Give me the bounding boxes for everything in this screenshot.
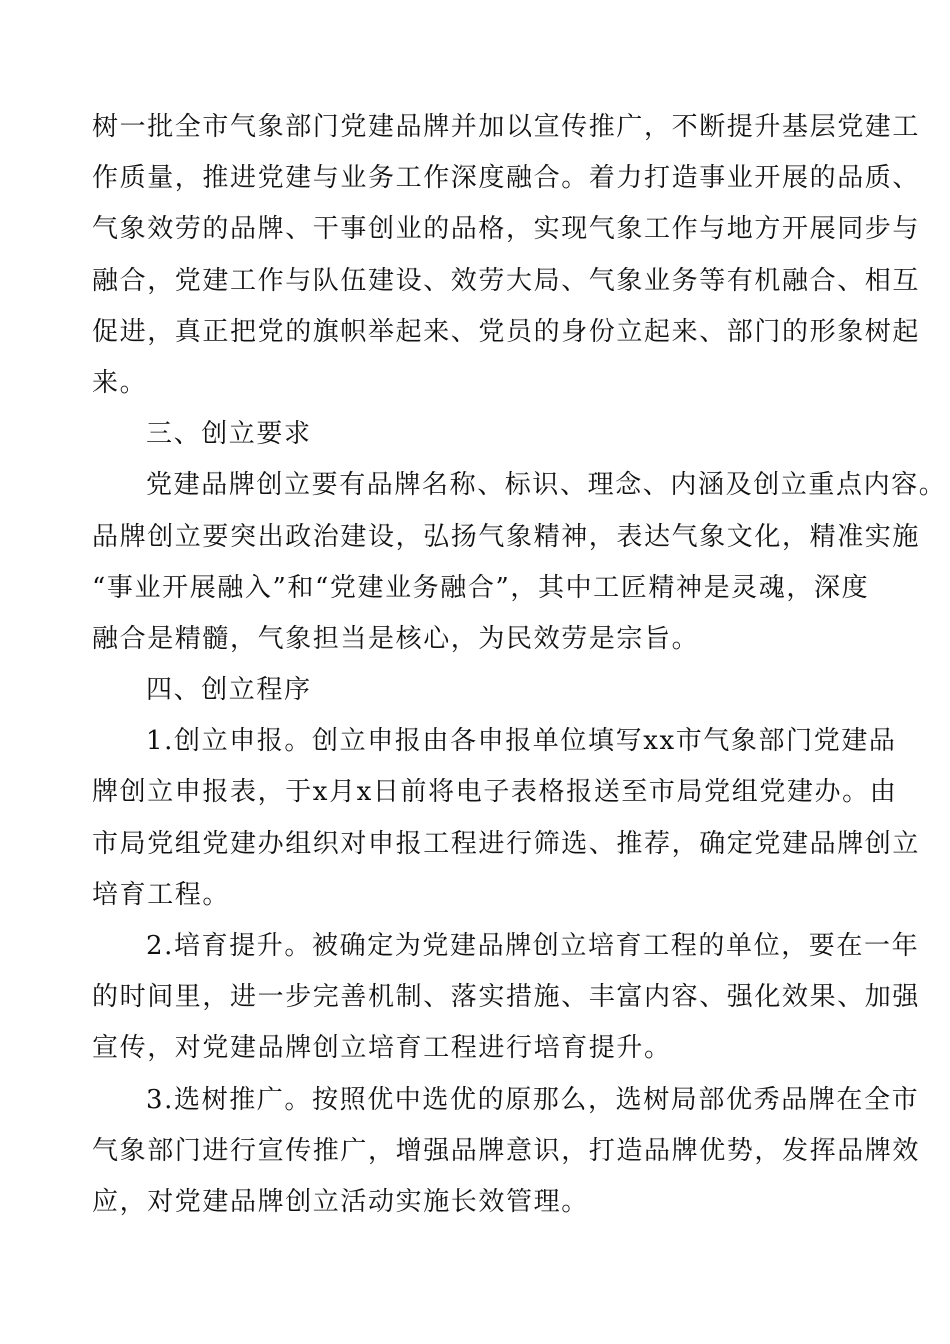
paragraph-line: 2.培育提升。被确定为党建品牌创立培育工程的单位，要在一年 — [146, 931, 920, 961]
paragraph-line: 品牌创立要突出政治建设，弘扬气象精神，表达气象文化，精准实施 — [92, 521, 921, 552]
paragraph-line: 党建品牌创立要有品牌名称、标识、理念、内涵及创立重点内容。 — [146, 470, 947, 501]
paragraph-line: 树一批全市气象部门党建品牌并加以宣传推广，不断提升基层党建工 — [92, 112, 921, 142]
paragraph-line: 应，对党建品牌创立活动实施长效管理。 — [92, 1186, 589, 1217]
paragraph-line: 的时间里，进一步完善机制、落实措施、丰富内容、强化效果、加强 — [92, 982, 921, 1013]
paragraph-line: “事业开展融入”和“党建业务融合”，其中工匠精神是灵魂，深度 — [92, 572, 870, 603]
paragraph-line: 促进，真正把党的旗帜举起来、党员的身份立起来、部门的形象树起 — [92, 316, 921, 347]
paragraph-line: 3.选树推广。按照优中选优的原那么，选树局部优秀品牌在全市 — [146, 1084, 920, 1115]
document-body — [92, 102, 947, 1228]
paragraph-line: 1.创立申报。创立申报由各申报单位填写xx市气象部门党建品 — [146, 726, 897, 757]
paragraph-line: 来。 — [92, 367, 148, 398]
paragraph-line: 作质量，推进党建与业务工作深度融合。着力打造事业开展的品质、 — [92, 163, 921, 194]
paragraph-line: 气象效劳的品牌、干事创业的品格，实现气象工作与地方开展同步与 — [92, 214, 921, 245]
paragraph-line: 培育工程。 — [92, 879, 231, 910]
paragraph-line: 宣传，对党建品牌创立培育工程进行培育提升。 — [92, 1033, 672, 1064]
paragraph-line: 融合是精髓，气象担当是核心，为民效劳是宗旨。 — [92, 623, 700, 654]
section-heading-requirements: 三、创立要求 — [146, 419, 312, 450]
paragraph-line: 气象部门进行宣传推广，增强品牌意识，打造品牌优势，发挥品牌效 — [92, 1135, 921, 1166]
paragraph-line: 融合，党建工作与队伍建设、效劳大局、气象业务等有机融合、相互 — [92, 265, 921, 296]
paragraph-line: 牌创立申报表，于x月x日前将电子表格报送至市局党组党建办。由 — [92, 777, 898, 808]
paragraph-line: 市局党组党建办组织对申报工程进行筛选、推荐，确定党建品牌创立 — [92, 828, 921, 859]
section-heading-procedure: 四、创立程序 — [146, 675, 312, 706]
